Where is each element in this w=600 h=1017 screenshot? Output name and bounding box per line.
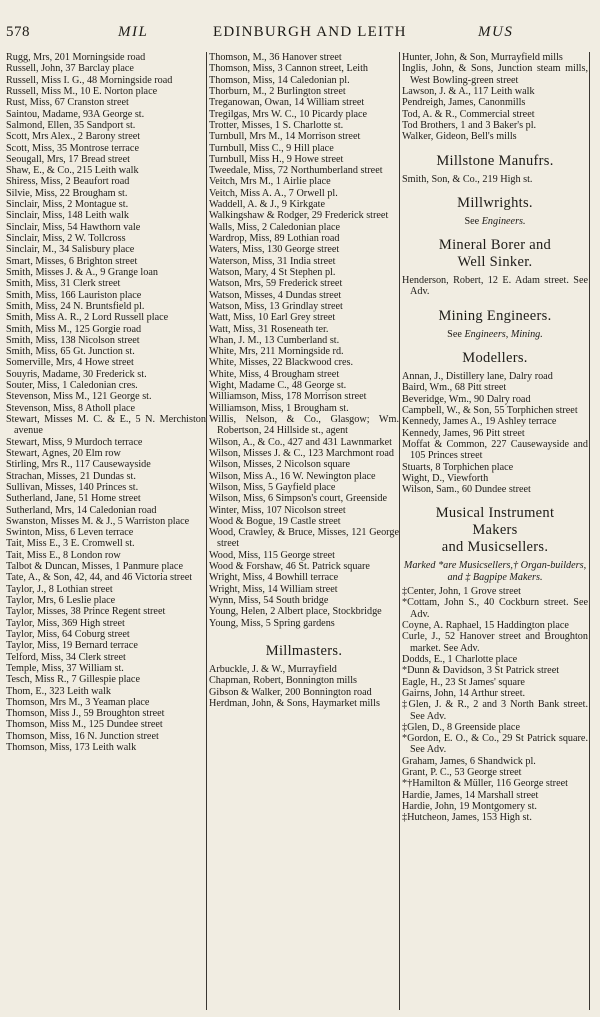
directory-entry: Salmond, Ellen, 35 Sandport st. xyxy=(6,119,136,131)
directory-entry: Wilson, Misses, 2 Nicolson square xyxy=(209,459,351,471)
directory-entry: Shaw, E., & Co., 215 Leith walk xyxy=(6,165,139,177)
directory-entry: Henderson, Robert, 12 E. Adam street. See Adv. xyxy=(402,275,588,298)
directory-entry: Willis, Nelson, & Co., Glasgow; Wm. Robertson, 24 Hillside st., agent xyxy=(209,414,399,437)
directory-entry: Taylor, Miss, 64 Coburg street xyxy=(6,628,130,640)
directory-entry: *Gordon, E. O., & Co., 29 St Patrick square. See Adv. xyxy=(402,733,588,756)
directory-entry: Waddell, A. & J., 9 Kirkgate xyxy=(209,199,326,211)
directory-entry: Wynn, Miss, 54 South bridge xyxy=(209,595,329,606)
directory-entry: Thomson, Miss, 16 N. Junction street xyxy=(6,730,159,742)
directory-entry: White, Mrs, 211 Morningside rd. xyxy=(209,346,344,358)
running-header xyxy=(0,0,600,40)
directory-entry: Wright, Miss, 4 Bowhill terrace xyxy=(209,572,339,584)
directory-entry: *Cottam, John S., 40 Cockburn street. See Adv. xyxy=(402,597,588,620)
musical-instrument-section xyxy=(402,505,588,823)
directory-entry: Tweedale, Miss, 72 Northumberland street xyxy=(209,165,383,177)
directory-entry: Telford, Miss, 34 Clerk street xyxy=(6,651,126,663)
column-3 xyxy=(402,52,588,1012)
directory-entry: Sutherland, Jane, 51 Home street xyxy=(6,493,141,505)
millwrights-section xyxy=(402,195,588,227)
directory-entry: Wight, Madame C., 48 George st. xyxy=(209,380,347,392)
directory-entry: Walker, Gideon, Bell's mills xyxy=(402,131,517,143)
directory-entry: Sinclair, Miss, 148 Leith walk xyxy=(6,210,129,222)
directory-entry: ‡Hutcheon, James, 153 High st. xyxy=(402,812,532,824)
directory-entry: Tregilgas, Mrs W. C., 10 Picardy place xyxy=(209,108,368,120)
directory-entry: Wight, D., Viewforth xyxy=(402,472,489,484)
directory-entry: Wilson, Miss, 6 Simpson's court, Greenside xyxy=(209,493,388,505)
modellers-entries xyxy=(402,371,588,495)
section-title: Well Sinker. xyxy=(457,254,533,271)
directory-entry: Watt, Miss, 31 Roseneath ter. xyxy=(209,323,329,335)
section-title: Millstone Manufrs. xyxy=(436,152,554,169)
directory-entry: Swinton, Miss, 6 Leven terrace xyxy=(6,527,134,539)
directory-entry: Wilson, A., & Co., 427 and 431 Lawnmarket xyxy=(209,436,392,448)
directory-entry: Wardrop, Miss, 89 Lothian road xyxy=(209,233,340,244)
directory-entry: Annan, J., Distillery lane, Dalry road xyxy=(402,371,553,383)
directory-entry: Smith, Miss M., 125 Gorgie road xyxy=(6,323,142,335)
directory-entry: Watson, Mrs, 59 Frederick street xyxy=(209,278,343,290)
directory-entry: Veitch, Mrs M., 1 Airlie place xyxy=(209,176,331,188)
directory-entry: Souyris, Madame, 30 Frederick st. xyxy=(6,368,147,380)
section-title: Modellers. xyxy=(462,350,528,367)
directory-entry: Shiress, Miss, 2 Beaufort road xyxy=(6,176,130,188)
directory-entry: Wood, Miss, 115 George street xyxy=(209,549,335,561)
directory-entry: Young, Helen, 2 Albert place, Stockbridge xyxy=(209,606,382,618)
directory-entry: Stirling, Mrs R., 117 Causewayside xyxy=(6,459,151,471)
directory-entry: Thom, E., 323 Leith walk xyxy=(6,685,111,697)
section-title: and Musicsellers. xyxy=(441,539,549,556)
directory-entry: Wilson, Misses J. & C., 123 Marchmont road xyxy=(209,447,394,459)
directory-entry: Scott, Mrs Alex., 2 Barony street xyxy=(6,131,141,143)
directory-entry: Campbell, W., & Son, 55 Torphichen street xyxy=(402,404,578,416)
directory-entry: Wood & Forshaw, 46 St. Patrick square xyxy=(209,561,370,573)
directory-entry: Trotter, Misses, 1 S. Charlotte st. xyxy=(209,119,344,131)
directory-entry: Wilson, Miss, 5 Gayfield place xyxy=(209,481,336,493)
directory-entry: Tod Brothers, 1 and 3 Baker's pl. xyxy=(402,119,537,131)
directory-entry: Herdman, John, & Sons, Haymarket mills xyxy=(209,697,380,709)
directory-entry: Watson, Mary, 4 St Stephen pl. xyxy=(209,266,336,278)
directory-entry: Smith, Miss, 31 Clerk street xyxy=(6,278,121,290)
see-prefix: See xyxy=(464,215,480,227)
directory-entry: Gairns, John, 14 Arthur street. xyxy=(402,687,526,699)
directory-entry: Chapman, Robert, Bonnington mills xyxy=(209,675,357,687)
see-reference xyxy=(402,329,588,340)
directory-entry: Stewart, Agnes, 20 Elm row xyxy=(6,447,121,459)
right-guide-word: MUS xyxy=(478,24,514,40)
directory-entry: Tesch, Miss R., 7 Gillespie place xyxy=(6,674,140,686)
section-title: Mineral Borer and xyxy=(438,237,552,254)
see-reference xyxy=(402,216,588,227)
see-target: Engineers, Mining. xyxy=(464,328,543,340)
directory-entry: ‡Center, John, 1 Grove street xyxy=(402,586,521,598)
directory-entry: Wilson, Miss A., 16 W. Newington place xyxy=(209,470,376,482)
millstone-section xyxy=(402,153,588,185)
directory-entry: *†Hamilton & Müller, 116 George street xyxy=(402,778,568,790)
directory-entry: Smart, Misses, 6 Brighton street xyxy=(6,255,138,267)
column-divider xyxy=(589,52,590,1010)
directory-entry: Williamson, Miss, 178 Morrison street xyxy=(209,391,367,403)
directory-entry: ‡Glen, J. & R., 2 and 3 North Bank street. See Adv. xyxy=(402,699,588,722)
section-title: Musical Instrument xyxy=(435,505,555,522)
page-number: 578 xyxy=(6,24,30,40)
column-1 xyxy=(6,52,206,1012)
directory-entry: Thomson, Mrs M., 3 Yeaman place xyxy=(6,696,150,708)
directory-entry: Wood, Crawley, & Bruce, Misses, 121 George street xyxy=(209,527,399,550)
column-2-entries xyxy=(209,52,399,629)
directory-entry: Swanston, Misses M. & J., 5 Warriston place xyxy=(6,515,190,527)
directory-entry: Walls, Miss, 2 Caledonian place xyxy=(209,221,341,233)
directory-entry: Wood & Bogue, 19 Castle street xyxy=(209,515,341,527)
directory-entry: Hardie, James, 14 Marshall street xyxy=(402,789,539,801)
directory-entry: Strachan, Misses, 21 Dundas st. xyxy=(6,470,136,482)
directory-entry: Hunter, John, & Son, Murrayfield mills xyxy=(402,52,563,63)
directory-entry: Beveridge, Wm., 90 Dalry road xyxy=(402,393,531,405)
column-divider xyxy=(206,52,207,1010)
directory-entry: Sinclair, M., 34 Salisbury place xyxy=(6,244,135,256)
directory-entry: Veitch, Miss A. A., 7 Orwell pl. xyxy=(209,187,338,199)
directory-entry: Curle, J., 52 Hanover street and Broughton market. See Adv. xyxy=(402,631,588,654)
section-title: Mining Engineers. xyxy=(438,307,552,324)
directory-entry: Smith, Son, & Co., 219 High st. xyxy=(402,173,533,185)
directory-entry: Temple, Miss, 37 William st. xyxy=(6,662,124,674)
directory-entry: Taylor, Mrs, 6 Leslie place xyxy=(6,595,116,606)
directory-entry: Kennedy, James, 96 Pitt street xyxy=(402,427,525,439)
directory-entry: Turnbull, Miss H., 9 Howe street xyxy=(209,153,344,165)
directory-entry: Eagle, H., 23 St James' square xyxy=(402,676,525,688)
directory-entry: Somerville, Mrs, 4 Howe street xyxy=(6,357,134,369)
directory-entry: Waterson, Miss, 31 India street xyxy=(209,255,336,267)
directory-entry: Watson, Miss, 13 Grindlay street xyxy=(209,300,343,312)
millmasters-entries xyxy=(209,664,399,709)
mining-engineers-section xyxy=(402,308,588,340)
directory-entry: Russell, Miss I. G., 48 Morningside road xyxy=(6,74,173,86)
see-prefix: See xyxy=(447,328,462,340)
directory-entry: Sinclair, Miss, 54 Hawthorn vale xyxy=(6,221,141,233)
directory-entry: Smith, Misses J. & A., 9 Grange loan xyxy=(6,266,158,278)
directory-entry: Watson, Misses, 4 Dundas street xyxy=(209,289,342,301)
directory-entry: Thorburn, M., 2 Burlington street xyxy=(209,85,346,97)
directory-entry: Young, Miss, 5 Spring gardens xyxy=(209,617,335,629)
directory-entry: Silvie, Miss, 22 Brougham st. xyxy=(6,187,128,199)
directory-entry: Rust, Miss, 67 Cranston street xyxy=(6,97,129,109)
column-2 xyxy=(209,52,399,1012)
directory-entry: Scott, Miss, 35 Montrose terrace xyxy=(6,142,139,154)
directory-entry: Winter, Miss, 107 Nicolson street xyxy=(209,504,346,516)
column-divider xyxy=(399,52,400,1010)
section-title: Makers xyxy=(472,522,518,539)
directory-entry: Williamson, Miss, 1 Brougham st. xyxy=(209,402,349,414)
directory-entry: Thomson, Miss J., 59 Broughton street xyxy=(6,708,165,720)
section-note: Marked *are Musicsellers,† Organ-builders, and ‡ Bagpipe Makers. xyxy=(403,560,587,583)
directory-entry: Smith, Miss, 65 Gt. Junction st. xyxy=(6,346,135,358)
directory-entry: Graham, James, 6 Shandwick pl. xyxy=(402,755,536,767)
musical-entries xyxy=(402,586,588,824)
directory-entry: Wilson, Sam., 60 Dundee street xyxy=(402,484,531,496)
directory-entry: ‡Glen, D., 8 Greenside place xyxy=(402,721,520,733)
directory-entry: Smith, Miss A. R., 2 Lord Russell place xyxy=(6,312,169,324)
directory-entry: Thomson, Miss M., 125 Dundee street xyxy=(6,719,163,731)
directory-entry: Whan, J. M., 13 Cumberland st. xyxy=(209,334,340,346)
directory-entry: Wright, Miss, 14 William street xyxy=(209,583,338,595)
millmasters-section xyxy=(209,643,399,709)
directory-entry: Taylor, Miss, 19 Bernard terrace xyxy=(6,640,138,652)
directory-entry: Taylor, Miss, 369 High street xyxy=(6,617,125,629)
directory-entry: Thomson, M., 36 Hanover street xyxy=(209,52,342,63)
directory-entry: Taylor, J., 8 Lothian street xyxy=(6,583,113,595)
directory-entry: Tod, A. & R., Commercial street xyxy=(402,108,535,120)
directory-entry: Arbuckle, J. & W., Murrayfield xyxy=(209,663,337,675)
directory-entry: Lawson, J. & A., 117 Leith walk xyxy=(402,85,535,97)
mill-owners-entries xyxy=(402,52,588,143)
page-title: EDINBURGH AND LEITH xyxy=(213,24,407,40)
directory-entry: Tate, A., & Son, 42, 44, and 46 Victoria street xyxy=(6,572,193,584)
directory-entry: Sutherland, Mrs, 14 Caledonian road xyxy=(6,504,157,516)
directory-entry: Dodds, E., 1 Charlotte place xyxy=(402,653,518,665)
directory-entry: Stewart, Misses M. C. & E., 5 N. Merchiston avenue xyxy=(6,414,206,437)
directory-entry: Kennedy, James A., 19 Ashley terrace xyxy=(402,416,557,428)
directory-entry: Sinclair, Miss, 2 Montague st. xyxy=(6,199,129,211)
directory-entry: Russell, John, 37 Barclay place xyxy=(6,63,134,75)
directory-entry: Turnbull, Miss C., 9 Hill place xyxy=(209,142,334,154)
section-title: Millwrights. xyxy=(457,194,533,211)
mineral-borer-entries xyxy=(402,275,588,298)
directory-entry: White, Misses, 22 Blackwood cres. xyxy=(209,357,354,369)
directory-entry: Stevenson, Miss M., 121 George st. xyxy=(6,391,152,403)
millstone-entries xyxy=(402,174,588,185)
directory-entry: Inglis, John, & Sons, Junction steam mills, West Bowling-green street xyxy=(402,63,588,86)
directory-entry: Moffat & Common, 227 Causewayside and 105 Princes street xyxy=(402,438,588,462)
directory-entry: Treganowan, Owan, 14 William street xyxy=(209,97,365,109)
directory-entry: Sinclair, Miss, 2 W. Tollcross xyxy=(6,233,126,244)
directory-entry: Smith, Miss, 138 Nicolson street xyxy=(6,334,140,346)
directory-entry: Taylor, Misses, 38 Prince Regent street xyxy=(6,606,166,618)
directory-entry: Thomson, Miss, 14 Caledonian pl. xyxy=(209,74,350,86)
mineral-borer-section xyxy=(402,237,588,298)
directory-entry: Hardie, John, 19 Montgomery st. xyxy=(402,801,537,812)
directory-entry: Turnbull, Mrs M., 14 Morrison street xyxy=(209,131,361,143)
directory-entry: Stevenson, Miss, 8 Atholl place xyxy=(6,402,136,414)
directory-entry: Walkingshaw & Rodger, 29 Frederick street xyxy=(209,210,389,222)
directory-entry: Sullivan, Misses, 140 Princes st. xyxy=(6,481,139,493)
directory-entry: Watt, Miss, 10 Earl Grey street xyxy=(209,312,336,324)
directory-entry: Pendreigh, James, Canonmills xyxy=(402,97,526,109)
directory-entry: Souter, Miss, 1 Caledonian cres. xyxy=(6,380,138,392)
directory-entry: *Dunn & Davidson, 3 St Patrick street xyxy=(402,665,560,677)
directory-entry: Tait, Miss E., 8 London row xyxy=(6,549,121,561)
section-title: Millmasters. xyxy=(265,642,343,659)
directory-entry: Saintou, Madame, 93A George st. xyxy=(6,108,145,120)
directory-entry: Stuarts, 8 Torphichen place xyxy=(402,461,514,473)
directory-entry: Russell, Miss M., 10 E. Norton place xyxy=(6,85,158,97)
directory-entry: Coyne, A. Raphael, 15 Haddington place xyxy=(402,620,569,631)
directory-entry: Grant, P. C., 53 George street xyxy=(402,767,522,779)
directory-entry: Smith, Miss, 166 Lauriston place xyxy=(6,289,142,301)
directory-entry: Waters, Miss, 130 George street xyxy=(209,244,340,256)
directory-entry: Thomson, Miss, 3 Cannon street, Leith xyxy=(209,63,369,75)
directory-entry: Gibson & Walker, 200 Bonnington road xyxy=(209,686,372,698)
directory-entry: Smith, Miss, 24 N. Bruntsfield pl. xyxy=(6,300,145,312)
see-target: Engineers. xyxy=(481,215,526,227)
directory-entry: Seougall, Mrs, 17 Bread street xyxy=(6,153,130,165)
directory-entry: Stewart, Miss, 9 Murdoch terrace xyxy=(6,436,143,448)
directory-entry: White, Miss, 4 Brougham street xyxy=(209,368,340,380)
directory-entry: Rugg, Mrs, 201 Morningside road xyxy=(6,52,146,63)
directory-entry: Baird, Wm., 68 Pitt street xyxy=(402,382,507,394)
modellers-section xyxy=(402,350,588,495)
directory-entry: Talbot & Duncan, Misses, 1 Panmure place xyxy=(6,561,183,573)
left-guide-word: MIL xyxy=(118,24,149,40)
directory-entry: Thomson, Miss, 173 Leith walk xyxy=(6,742,137,754)
directory-entry: Tait, Miss E., 3 E. Cromwell st. xyxy=(6,538,135,550)
